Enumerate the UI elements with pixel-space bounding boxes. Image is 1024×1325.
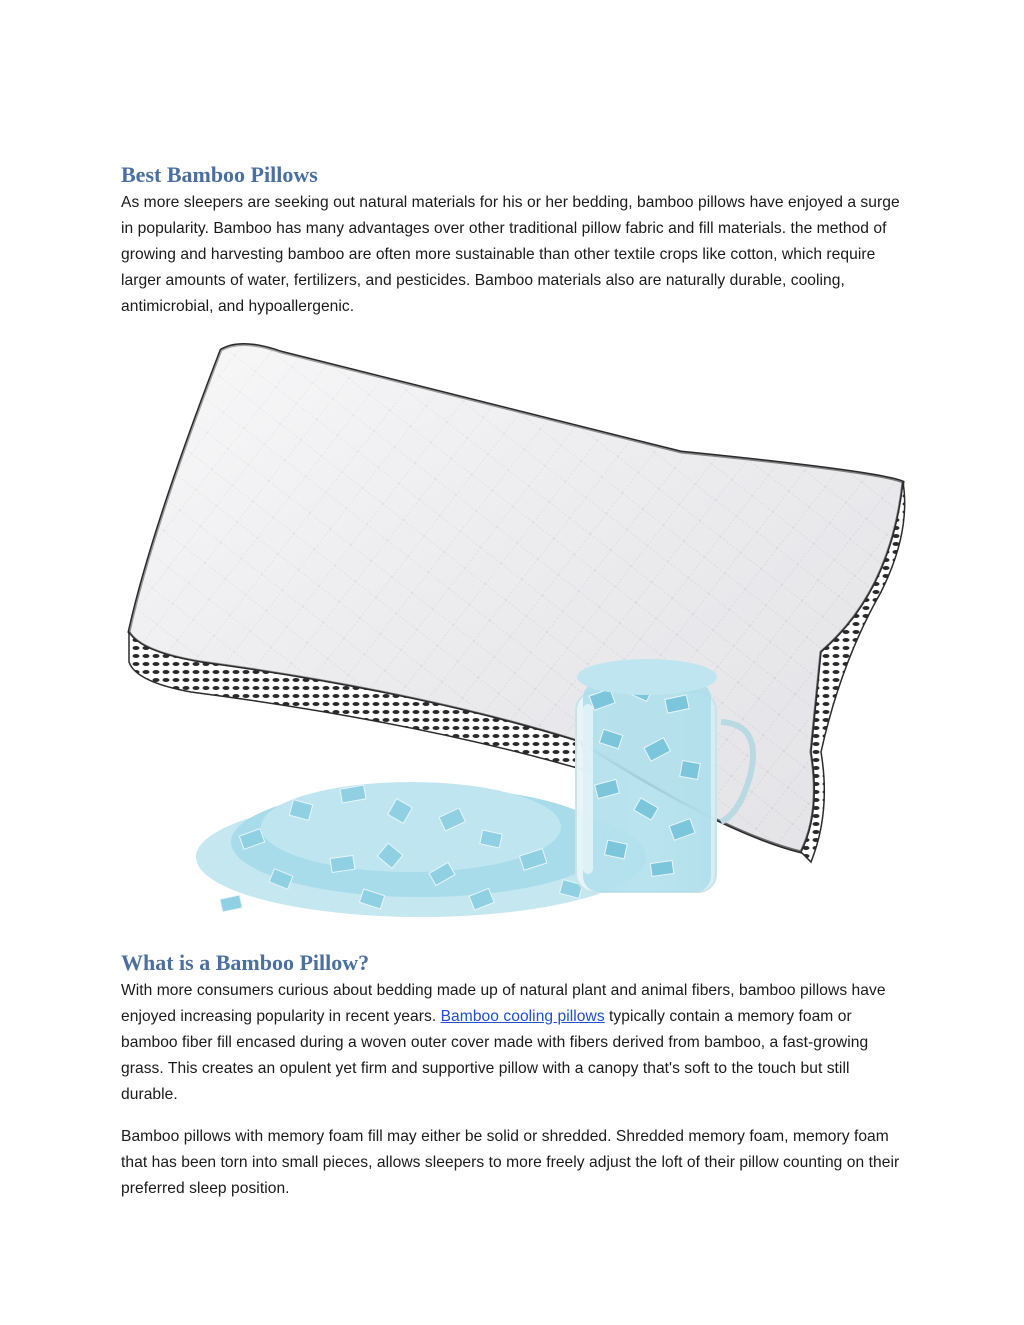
bamboo-cooling-pillows-link[interactable]: Bamboo cooling pillows bbox=[440, 1008, 605, 1025]
section-heading-best-bamboo-pillows: Best Bamboo Pillows bbox=[121, 162, 318, 187]
pillow-illustration bbox=[121, 332, 911, 934]
paragraph-text-after-link: typically contain a memory foam or bamboo fiber fill encased during a woven outer cover made with fibers derived from bamboo, a fast-growing grass. This creates an opulent yet firm and supportive pillow with a canopy that's soft to the touch but still durable. bbox=[121, 1008, 869, 1103]
definition-paragraph bbox=[121, 978, 906, 1108]
paragraph-text-before-link: With more consumers curious about bedding made up of natural plant and animal fibers, bamboo pillows have enjoyed increasing popularity in recent years. bbox=[121, 982, 886, 1025]
pillow-product-image bbox=[121, 332, 911, 934]
memory-foam-paragraph: Bamboo pillows with memory foam fill may either be solid or shredded. Shredded memory foam, memory foam that has been torn into small pieces, allows sleepers to more freely adjust the loft of their pillow counting on their preferred sleep position. bbox=[121, 1128, 900, 1197]
intro-paragraph: As more sleepers are seeking out natural materials for his or her bedding, bamboo pillows have enjoyed a surge in popularity. Bamboo has many advantages over other traditional pillow fabric and fill materials. the method of growing and harvesting bamboo are often more sustainable than other textile crops like cotton, which require larger amounts of water, fertilizers, and pesticides. Bamboo materials also are naturally durable, cooling, antimicrobial, and hypoallergenic. bbox=[121, 194, 900, 315]
section-heading-what-is-bamboo-pillow: What is a Bamboo Pillow? bbox=[121, 950, 370, 975]
